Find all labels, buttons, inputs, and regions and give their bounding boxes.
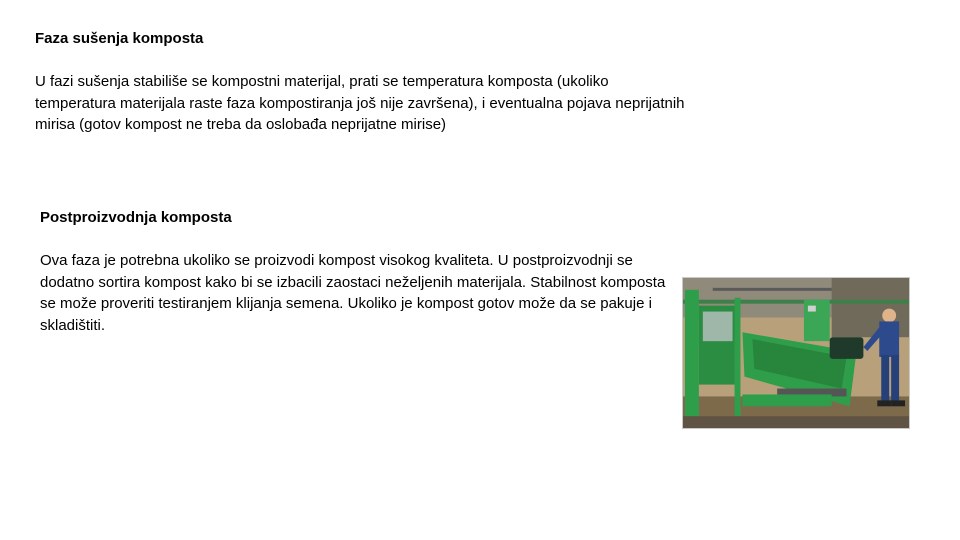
- worker-head: [882, 309, 896, 323]
- section-title: Faza sušenja komposta: [35, 30, 204, 47]
- section-title: Postproizvodnja komposta: [40, 209, 232, 226]
- machine-frame: [685, 290, 699, 426]
- machine-illustration: [683, 278, 909, 428]
- section-drying-phase: [35, 29, 685, 136]
- section-body: Ova faza je potrebna ukoliko se proizvodi kompost visokog kvaliteta. U postproizvodnji se dodatno sortira kompost kako bi se izbacili zaostaci neželjenih materijala. Stabilnost komposta se može proveriti testiranjem klijanja semena. Ukoliko je kompost gotov može da se pakuje i skladištiti.: [40, 252, 666, 334]
- worker-body: [879, 321, 899, 357]
- section-body: U fazi sušenja stabiliše se kompostni materijal, prati se temperatura komposta (ukoliko temperatura materijala raste faza kompostiranja još nije završena), i eventualna pojava neprijatnih mirisa (gotov kompost ne treba da oslobađa neprijatne mirise): [35, 73, 685, 133]
- compost-machine-photo: [682, 277, 910, 429]
- section-postproduction: [40, 208, 680, 336]
